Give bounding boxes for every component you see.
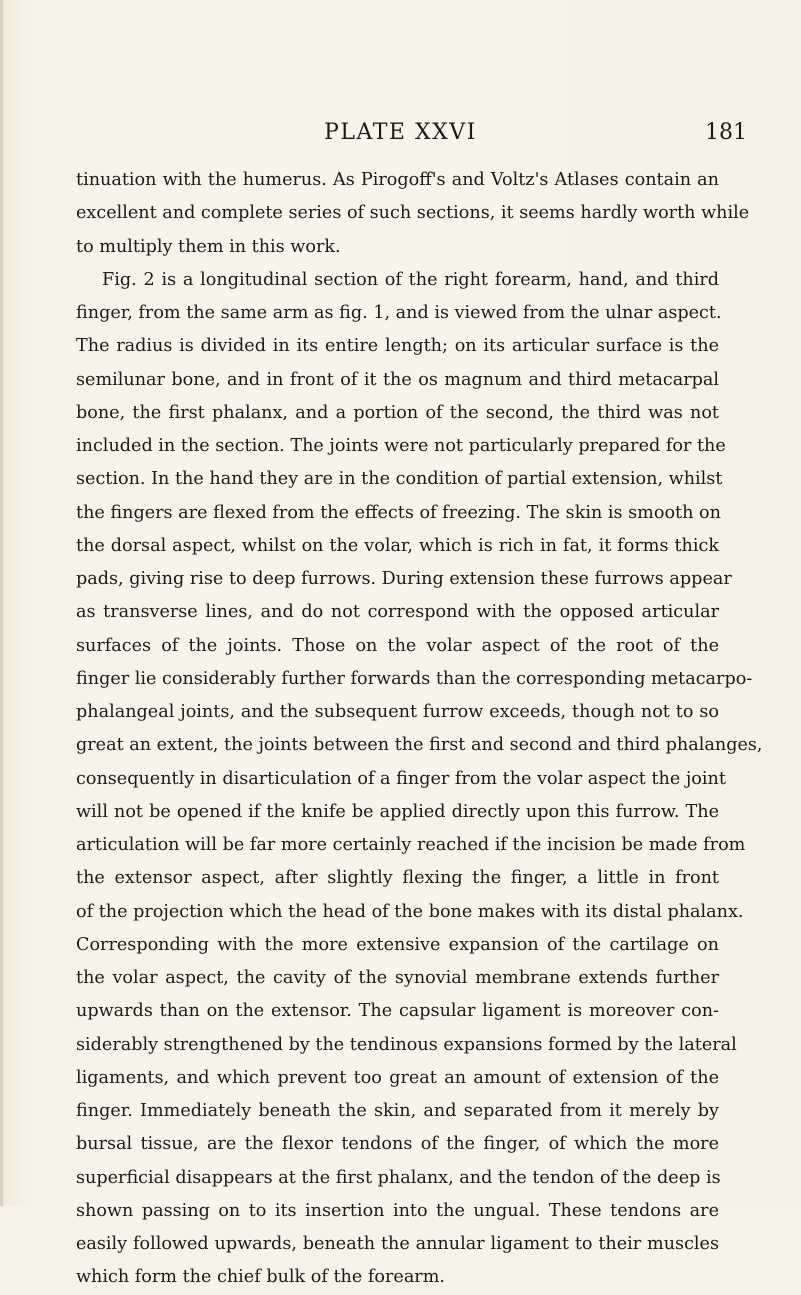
text-line: phalangeal joints, and the subsequent furrow exceeds, though not to so (76, 702, 719, 722)
text-line: finger. Immediately beneath the skin, and separated from it merely by (76, 1101, 719, 1121)
page-number: 181 (705, 120, 747, 145)
text-line: section. In the hand they are in the condition of partial extension, whilst (76, 469, 723, 490)
text-line: superficial disappears at the first phalanx, and the tendon of the deep is (76, 1167, 721, 1188)
text-line: siderably strengthened by the tendinous expansions formed by the lateral (76, 1034, 737, 1055)
text-line: Fig. 2 is a longitudinal section of the right forearm, hand, and third (102, 269, 719, 290)
text-line: excellent and complete series of such sections, it seems hardly worth while (76, 203, 750, 224)
text-line: great an extent, the joints between the first and second and third phalanges, (76, 735, 763, 756)
body-text (76, 164, 763, 1295)
text-line: consequently in disarticulation of a finger from the volar aspect the joint (76, 768, 726, 789)
text-line: finger lie considerably further forwards than the corresponding metacarpo- (76, 668, 753, 689)
text-line: which form the chief bulk of the forearm. (76, 1267, 445, 1288)
text-line: included in the section. The joints were not particularly prepared for the (76, 436, 726, 456)
text-line: will not be opened if the knife be applied directly upon this furrow. The (76, 801, 719, 822)
text-line: bursal tissue, are the flexor tendons of the finger, of which the more (76, 1134, 719, 1155)
text-line: the fingers are flexed from the effects of freezing. The skin is smooth on (76, 502, 721, 523)
text-line: of the projection which the head of the bone makes with its distal phalanx. (76, 901, 744, 922)
text-line: shown passing on to its insertion into the ungual. These tendons are (76, 1200, 719, 1221)
text-line: pads, giving rise to deep furrows. During extension these furrows appear (76, 569, 732, 589)
text-line: as transverse lines, and do not correspond with the opposed articular (76, 602, 719, 623)
page-binding-edge (0, 0, 3, 1206)
text-line: ligaments, and which prevent too great an amount of extension of the (76, 1067, 719, 1088)
text-line: bone, the first phalanx, and a portion of the second, the third was not (76, 402, 719, 423)
text-line: the volar aspect, the cavity of the synovial membrane extends further (76, 968, 719, 988)
text-line: finger, from the same arm as fig. 1, and is viewed from the ulnar aspect. (76, 303, 722, 323)
running-head (0, 110, 801, 150)
text-line: surfaces of the joints. Those on the volar aspect of the root of the (76, 635, 719, 656)
text-line: articulation will be far more certainly reached if the incision be made from (76, 835, 746, 855)
text-line: the dorsal aspect, whilst on the volar, which is rich in fat, it forms thick (76, 535, 719, 556)
text-line: upwards than on the extensor. The capsular ligament is moreover con- (76, 1001, 719, 1022)
text-line: easily followed upwards, beneath the annular ligament to their muscles (76, 1234, 719, 1254)
text-line: semilunar bone, and in front of it the os magnum and third metacarpal (76, 369, 719, 390)
text-line: to multiply them in this work. (76, 236, 341, 257)
text-line: The radius is divided in its entire length; on its articular surface is the (76, 336, 719, 357)
text-line: the extensor aspect, after slightly flexing the finger, a little in front (76, 868, 719, 889)
text-line: Corresponding with the more extensive expansion of the cartilage on (76, 934, 719, 955)
plate-title: PLATE XXVI (324, 120, 477, 145)
text-line: tinuation with the humerus. As Pirogoff's and Voltz's Atlases contain an (76, 170, 719, 190)
